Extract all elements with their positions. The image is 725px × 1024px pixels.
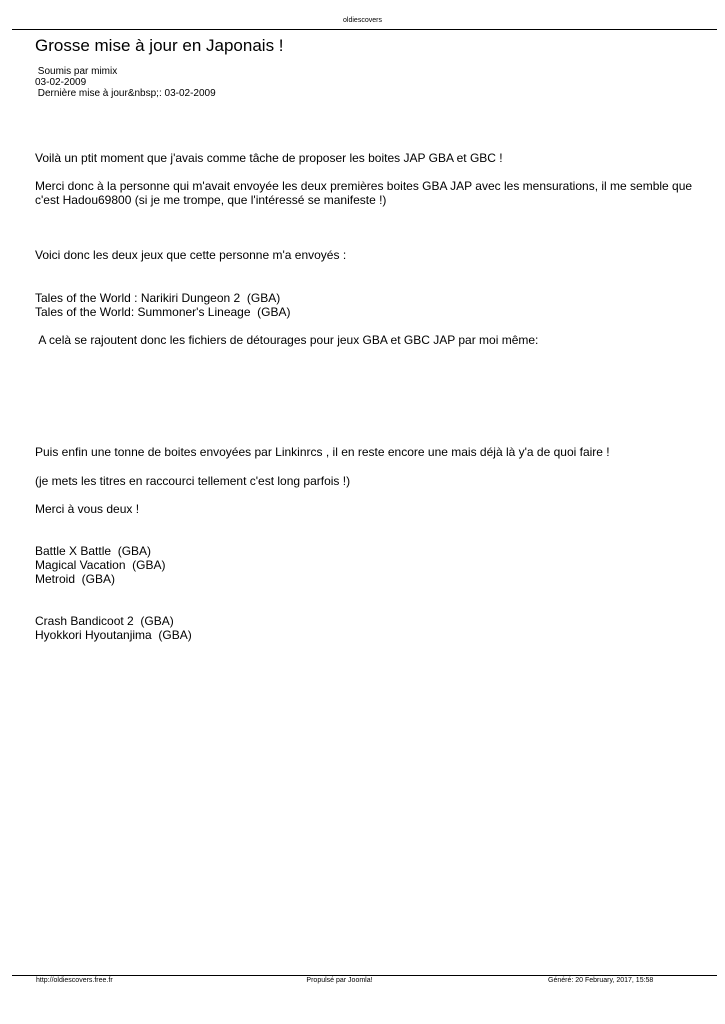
last-update: Dernière mise à jour&nbsp;: 03-02-2009	[35, 88, 216, 99]
footer-url[interactable]: http://oldiescovers.free.fr	[36, 977, 113, 984]
games-list-1: Tales of the World : Narikiri Dungeon 2 (GBA) Tales of the World: Summoner's Lineage (GBA)	[35, 291, 291, 319]
paragraph-linkinrcs: Puis enfin une tonne de boites envoyées par Linkinrcs , il en reste encore une mais déjà là y'a de quoi faire !	[35, 445, 610, 459]
games-list-2: Battle X Battle (GBA) Magical Vacation (GBA) Metroid (GBA)	[35, 544, 166, 586]
paragraph-thanks: Merci donc à la personne qui m'avait envoyée les deux premières boites GBA JAP avec les mensurations, il me semble que c'est Hadou69800 (si je me trompe, que l'intéressé se manifeste !)	[35, 179, 696, 207]
footer-generated: Généré: 20 February, 2017, 15:58	[548, 977, 654, 984]
top-divider	[12, 29, 717, 30]
submitted-by: Soumis par mimix	[35, 66, 118, 77]
games-list-3: Crash Bandicoot 2 (GBA) Hyokkori Hyoutanjima (GBA)	[35, 614, 192, 642]
paragraph-thanks-both: Merci à vous deux !	[35, 502, 140, 516]
site-name-header: oldiescovers	[343, 17, 382, 24]
paragraph-games-intro: Voici donc les deux jeux que cette personne m'a envoyés :	[35, 248, 347, 262]
paragraph-intro: Voilà un ptit moment que j'avais comme tâche de proposer les boites JAP GBA et GBC !	[35, 151, 503, 165]
paragraph-shortcut-note: (je mets les titres en raccourci tellement c'est long parfois !)	[35, 474, 351, 488]
article-date: 03-02-2009	[35, 77, 87, 88]
paragraph-templates: A celà se rajoutent donc les fichiers de détourages pour jeux GBA et GBC JAP par moi même:	[35, 333, 539, 347]
article-meta	[35, 66, 216, 99]
footer-powered-by: Propulsé par Joomla!	[306, 977, 373, 984]
article-title: Grosse mise à jour en Japonais !	[35, 36, 284, 55]
